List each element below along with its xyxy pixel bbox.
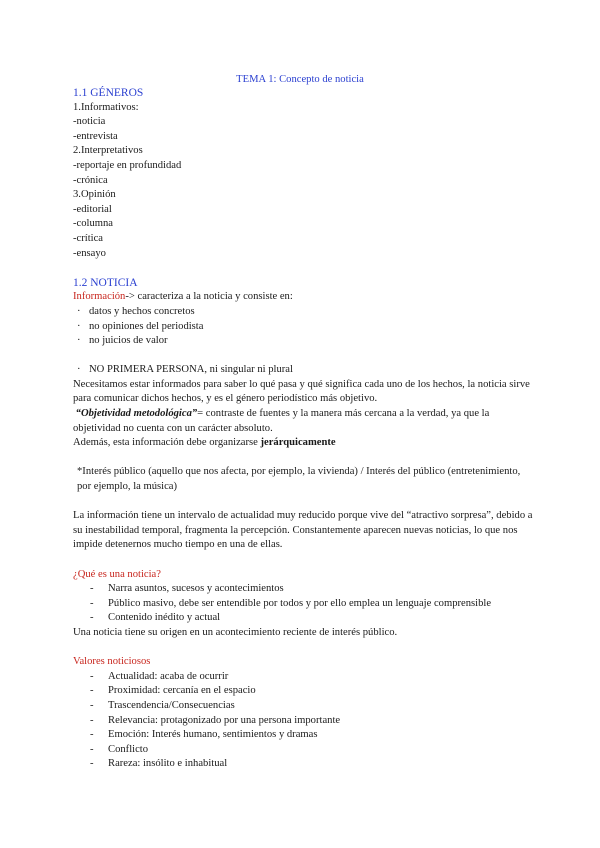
genre-item: -ensayo (73, 247, 106, 259)
document-title: TEMA 1: Concepto de noticia (236, 74, 364, 85)
section-heading-noticia: 1.2 NOTICIA (73, 276, 138, 289)
bullet-item: · no opiniones del periodista (73, 320, 533, 335)
info-text: -> caracteriza a la noticia y consiste en: (125, 291, 293, 303)
genre-item: -crítica (73, 232, 103, 244)
genre-item: -columna (73, 218, 114, 230)
list-item: - Relevancia: protagonizado por una persona importante (90, 714, 341, 726)
document-body (73, 86, 533, 772)
bullet-dot: · (77, 305, 81, 317)
paragraph-objetividad: “Objetividad metodológica”= contraste de fuentes y la manera más cercana a la verdad, ya que la objetividad no cuenta con un carácter absoluto. (73, 408, 490, 434)
list-item: - Contenido inédito y actual (90, 612, 221, 624)
bullet-item: · datos y hechos concretos (73, 305, 533, 320)
genre-item: -entrevista (73, 130, 118, 142)
term-jerarquicamente: jerárquicamente (260, 437, 336, 449)
paragraph-summary: Una noticia tiene su origen en un acontecimiento reciente de interés público. (73, 626, 398, 638)
genre-group-label: 3.Opinión (73, 189, 116, 201)
paragraph-organize: Además, esta información debe organizarse jerárquicamente (73, 437, 336, 449)
list-item: - Rareza: insólito e inhabitual (90, 758, 228, 770)
list-item: - Actualidad: acaba de ocurrir (90, 670, 229, 682)
section-heading-valores: Valores noticiosos (73, 656, 151, 668)
section-heading-generos: 1.1 GÉNEROS (73, 87, 144, 99)
genre-group-label: 1.Informativos: (73, 101, 139, 113)
bullet-dot: · (77, 364, 81, 376)
list-item: - Proximidad: cercanía en el espacio (90, 685, 256, 697)
list-item: - Público masivo, debe ser entendible por todos y por ello emplea un lenguaje comprensible (90, 597, 492, 609)
list-item: - Emoción: Interés humano, sentimientos y dramas (90, 729, 318, 741)
genre-item: -editorial (73, 203, 112, 215)
bullet-item: · no juicios de valor (73, 334, 533, 349)
section-heading-que-es: ¿Qué es una noticia? (73, 568, 161, 580)
bullet-dot: · (77, 320, 81, 332)
paragraph-interes: *Interés público (aquello que nos afecta, por ejemplo, la vivienda) / Interés del público (entretenimiento, por ejemplo, la música) (77, 466, 521, 493)
list-item: - Conflicto (90, 743, 149, 755)
paragraph: Necesitamos estar informados para saber lo qué pasa y qué significa cada uno de los hechos, la noticia sirve para comunicar dichos hechos, y es el género periodístico más objetivo. (73, 378, 530, 405)
bullet-dot: · (77, 335, 81, 347)
info-definition (73, 290, 533, 305)
paragraph-actualidad: La información tiene un intervalo de actualidad muy reducido porque vive del “atractivo sorpresa”, debido a su inestabilidad temporal, fragmenta la percepción. Constantemente aparecen nuevas noticias, lo que nos impide detenernos mucho tiempo en una de ellas. (73, 510, 533, 551)
list-item: - Trascendencia/Consecuencias (90, 699, 235, 711)
genre-item: -reportaje en profundidad (73, 159, 182, 171)
info-label: Información (73, 291, 126, 303)
genre-item: -crónica (73, 174, 108, 186)
genre-group-label: 2.Interpretativos (73, 145, 143, 157)
list-item: - Narra asuntos, sucesos y acontecimientos (90, 583, 284, 595)
bullet-item: · NO PRIMERA PERSONA, ni singular ni plural (73, 363, 533, 378)
genre-item: -noticia (73, 116, 106, 128)
term-objetividad: “Objetividad metodológica” (75, 408, 198, 420)
